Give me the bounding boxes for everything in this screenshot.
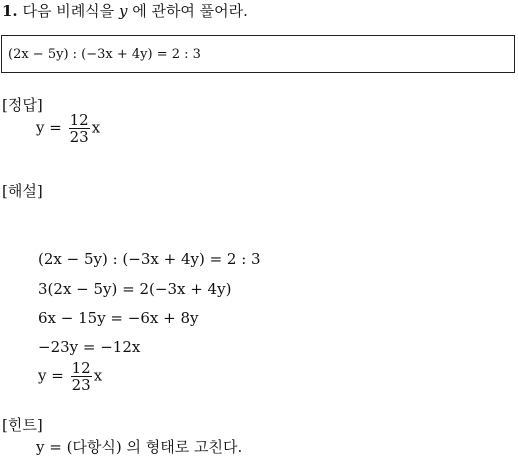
hint-text: y = (다항식) 의 형태로 고친다. xyxy=(36,438,243,456)
question-number: 1. xyxy=(2,2,18,20)
question-line xyxy=(2,0,248,21)
explanation-label: [해설] xyxy=(2,182,43,200)
equation-box xyxy=(1,35,515,73)
box-equation: (2x − 5y) : (−3x + 4y) = 2 : 3 xyxy=(8,47,201,62)
final-denominator: 23 xyxy=(71,376,91,394)
answer-equation xyxy=(36,112,100,145)
explanation-step-4: −23y = −12x xyxy=(38,338,141,356)
answer-tail: x xyxy=(91,118,101,137)
question-text-before: 다음 비례식을 xyxy=(22,2,119,20)
answer-lhs: y = xyxy=(36,118,62,137)
explanation-step-1: (2x − 5y) : (−3x + 4y) = 2 : 3 xyxy=(38,250,261,268)
question-text-after: 에 관하여 풀어라. xyxy=(127,2,248,20)
question-variable: y xyxy=(118,2,128,20)
hint-label: [힌트] xyxy=(2,416,43,434)
final-tail: x xyxy=(93,366,103,385)
answer-denominator: 23 xyxy=(69,128,89,146)
answer-label: [정답] xyxy=(2,96,43,114)
final-lhs: y = xyxy=(38,366,64,385)
answer-fraction xyxy=(69,112,90,145)
final-fraction xyxy=(71,360,92,393)
explanation-step-2: 3(2x − 5y) = 2(−3x + 4y) xyxy=(38,280,232,298)
explanation-step-3: 6x − 15y = −6x + 8y xyxy=(38,309,199,327)
final-numerator: 12 xyxy=(71,359,91,377)
explanation-final xyxy=(38,360,102,393)
answer-numerator: 12 xyxy=(69,111,89,129)
